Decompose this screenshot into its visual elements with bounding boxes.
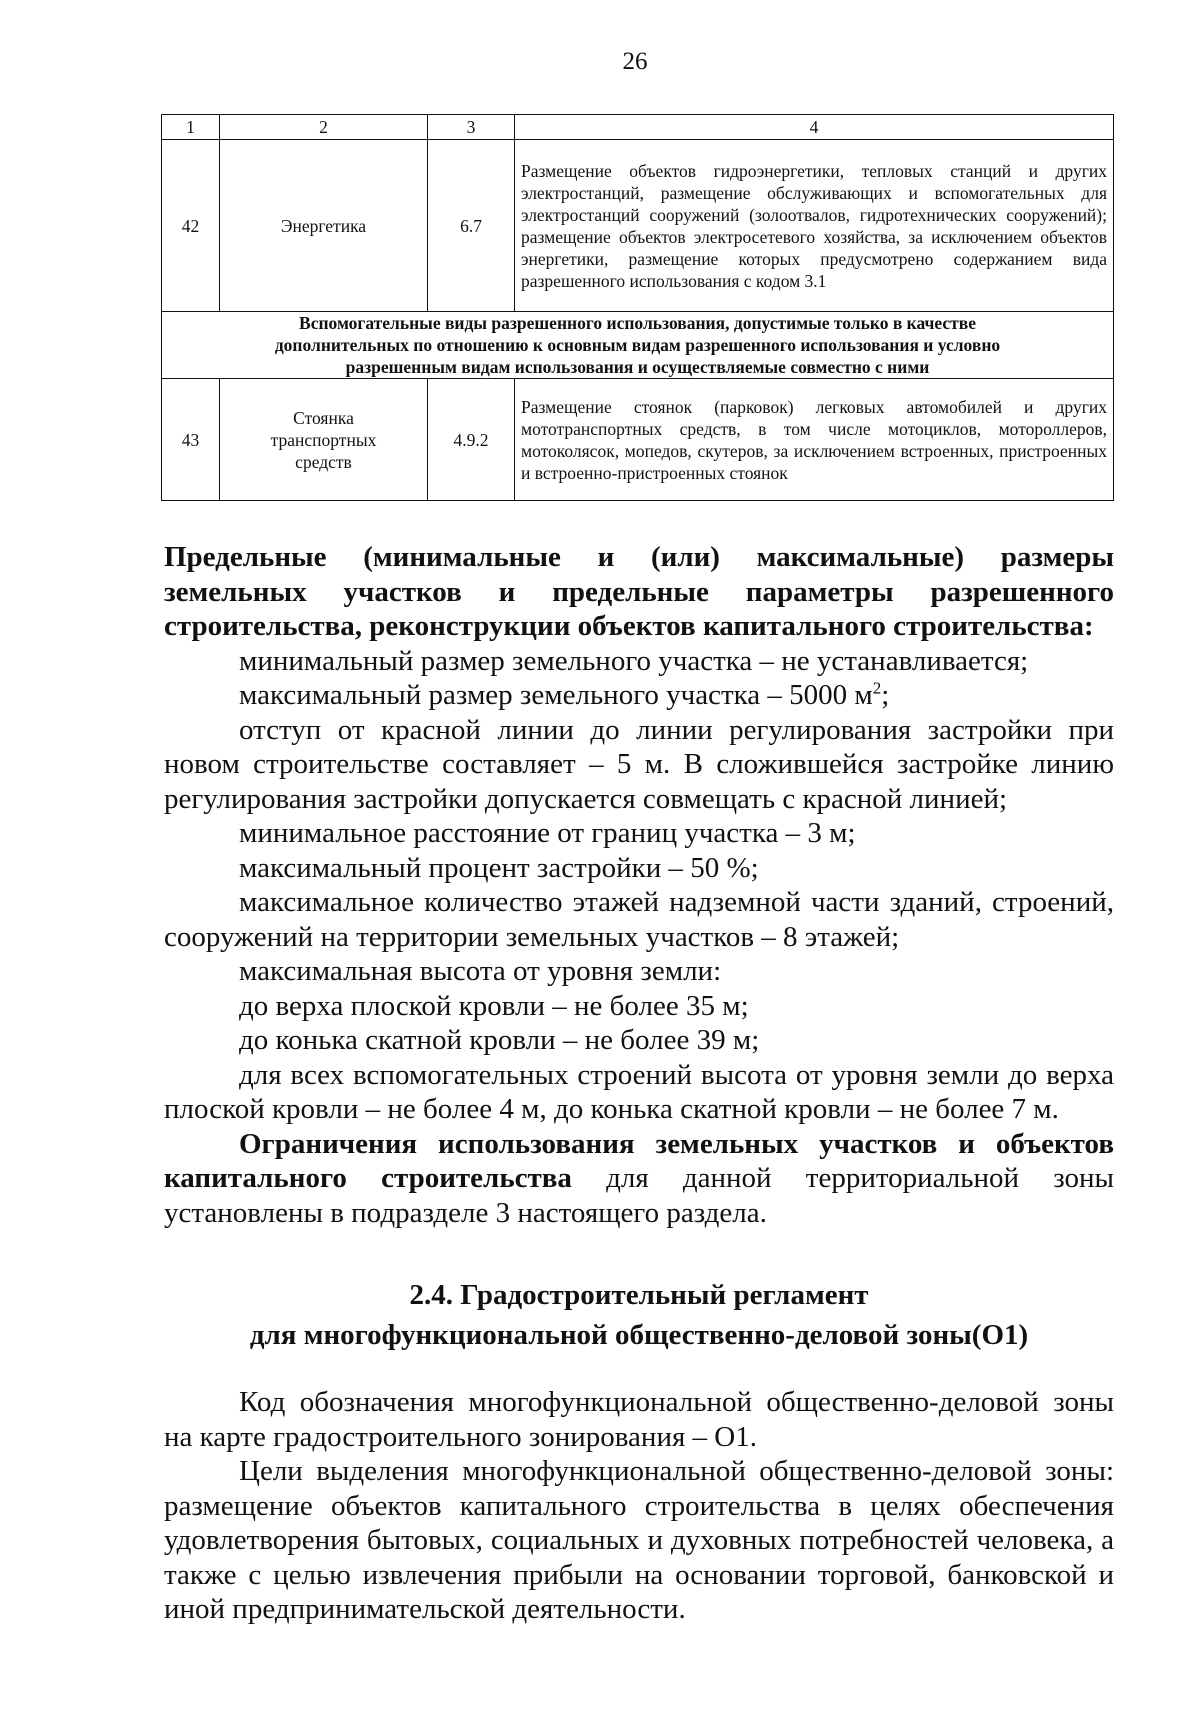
use-type-name: Энергетика [220, 140, 428, 312]
limit-item: максимальная высота от уровня земли: [239, 955, 722, 987]
zone-code-paragraph: Код обозначения многофункциональной общественно-деловой зоны на карте градостроительного зонирования – О1. [164, 1386, 1114, 1453]
page-number: 26 [622, 48, 648, 75]
limit-item: до верха плоской кровли – не более 35 м; [239, 989, 749, 1022]
limit-item: до конька скатной кровли – не более 39 м; [239, 1024, 760, 1056]
use-type-code: 4.9.2 [428, 379, 515, 501]
table-header-row [162, 115, 1114, 140]
limit-item: для всех вспомогательных строений высота от уровня земли до верха плоской кровли – не более 4 м, до конька скатной кровли – не более 7 м. [164, 1058, 1114, 1125]
use-type-code: 6.7 [428, 140, 515, 312]
limit-item: максимальный процент застройки – 50 %; [239, 851, 759, 884]
table-header-cell: 3 [428, 115, 515, 140]
limits-heading-line: строительства, реконструкции объектов капитального строительства: [164, 610, 1094, 642]
restrictions-paragraph: Ограничения использования земельных участков и объектов капитального строительства для данной территориальной зоны установлены в подразделе 3 настоящего раздела. [164, 1127, 1115, 1229]
table-section-row [162, 312, 1114, 379]
table-row [162, 140, 1114, 312]
use-type-description: Размещение стоянок (парковок) легковых автомобилей и других мототранспортных средств, в том числе мотоциклов, мотороллеров, мотоколясок, мопедов, скутеров, за исключением встроенных, пристроенных и встроенно-пристроенных стоянок [515, 379, 1114, 501]
limit-item: максимальное количество этажей надземной части зданий, строений, сооружений на территории земельных участков – 8 этажей; [164, 886, 1114, 953]
limit-item: минимальное расстояние от границ участка – 3 м; [239, 817, 856, 849]
table-header-cell: 4 [515, 115, 1114, 140]
limit-item: максимальный размер земельного участка – 5000 $м^2$; [239, 678, 890, 711]
row-number: 43 [162, 379, 220, 501]
zone-description [164, 1385, 1114, 1627]
section-heading-line: Вспомогательные виды разрешенного использования, допустимые только в качестве [299, 313, 976, 333]
limit-item: минимальный размер земельного участка – не устанавливается; [239, 644, 1029, 677]
limit-item: отступ от красной линии до линии регулирования застройки при новом строительстве составляет – 5 м. В сложившейся застройке линию регулирования застройки допускается совмещать с красной линией; [164, 713, 1114, 815]
limits-heading-line: земельных участков и предельные параметры разрешенного [164, 575, 1114, 608]
section-title [164, 1275, 1114, 1355]
section-heading-line: дополнительных по отношению к основным видам разрешенного использования и условно [274, 335, 1001, 355]
table-row [162, 379, 1114, 501]
limits-section [164, 540, 1114, 1230]
row-number: 42 [162, 140, 220, 312]
section-title-line: 2.4. Градостроительный регламент [409, 1279, 869, 1311]
use-type-name: Стоянка транспортных средств [220, 379, 428, 501]
permitted-use-table [161, 114, 1114, 501]
limits-heading-line: Предельные (минимальные и (или) максимальные) размеры [164, 541, 1114, 573]
table-header-cell: 2 [220, 115, 428, 140]
zone-goals-paragraph: Цели выделения многофункциональной общественно-деловой зоны: размещение объектов капитального строительства в целях обеспечения удовлетворения бытовых, социальных и духовных потребностей человека, а также с целью извлечения прибыли на основании торговой, банковской и иной предпринимательской деятельности. [164, 1455, 1114, 1625]
section-title-line: для многофункциональной общественно-деловой зоны(О1) [249, 1319, 1029, 1351]
section-heading-line: разрешенным видам использования и осуществляемые совместно с ними [345, 357, 930, 377]
table-header-cell: 1 [162, 115, 220, 140]
auxiliary-uses-heading [162, 312, 1114, 379]
use-type-description: Размещение объектов гидроэнергетики, тепловых станций и других электростанций, размещение обслуживающих и вспомогательных для электростанций сооружений (золоотвалов, гидротехнических сооружений); размещение объектов электросетевого хозяйства, за исключением объектов энергетики, размещение которых предусмотрено содержанием вида разрешенного использования с кодом 3.1 [515, 140, 1114, 312]
